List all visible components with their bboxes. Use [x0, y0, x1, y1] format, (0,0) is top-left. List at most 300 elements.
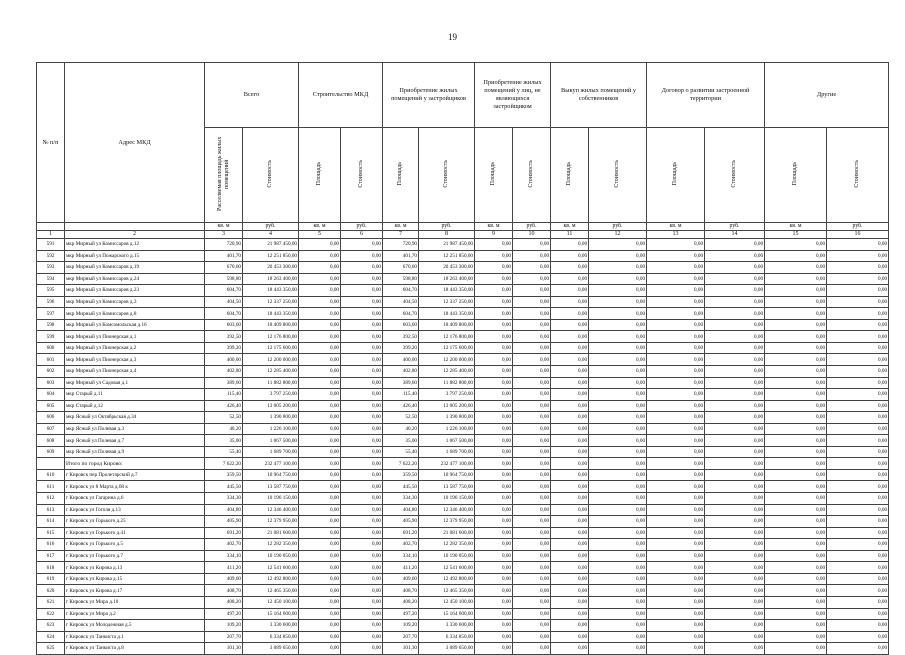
- row-territory-area: 0,00: [647, 631, 705, 643]
- row-address: мкр Ясный ул Полевая д.9: [65, 446, 205, 458]
- row-total-cost: 11 882 800,00: [243, 377, 299, 389]
- row-buyout-cost: 0,00: [589, 377, 647, 389]
- row-buyout-area: 0,00: [551, 550, 589, 562]
- row-total-cost: 232 477 100,00: [243, 458, 299, 470]
- row-developer-cost: 20 453 300,00: [419, 262, 475, 274]
- row-total-area: 408,20: [205, 596, 243, 608]
- row-other-area: 0,00: [765, 504, 827, 516]
- row-nondeveloper-cost: 0,00: [513, 423, 551, 435]
- row-buyout-cost: 0,00: [589, 539, 647, 551]
- row-construction-area: 0,00: [299, 331, 341, 343]
- row-buyout-area: 0,00: [551, 412, 589, 424]
- row-number: 614: [37, 516, 65, 528]
- row-construction-area: 0,00: [299, 412, 341, 424]
- row-territory-area: 0,00: [647, 423, 705, 435]
- row-construction-cost: 0,00: [341, 331, 383, 343]
- row-other-cost: 0,00: [827, 377, 889, 389]
- row-developer-cost: 15 164 600,00: [419, 608, 475, 620]
- row-buyout-area: 0,00: [551, 631, 589, 643]
- row-other-area: 0,00: [765, 389, 827, 401]
- row-territory-cost: 0,00: [705, 342, 765, 354]
- row-developer-cost: 10 964 750,00: [419, 469, 475, 481]
- table-row: [37, 516, 889, 528]
- row-address: г Кировск ул Мира д.2: [65, 608, 205, 620]
- row-other-cost: 0,00: [827, 273, 889, 285]
- row-construction-cost: 0,00: [341, 585, 383, 597]
- row-territory-cost: 0,00: [705, 296, 765, 308]
- row-construction-cost: 0,00: [341, 608, 383, 620]
- row-territory-cost: 0,00: [705, 273, 765, 285]
- row-territory-area: 0,00: [647, 331, 705, 343]
- row-territory-cost: 0,00: [705, 389, 765, 401]
- unit-rub: руб.: [341, 223, 383, 231]
- row-buyout-area: 0,00: [551, 608, 589, 620]
- row-nondeveloper-cost: 0,00: [513, 516, 551, 528]
- row-total-area: 401,70: [205, 250, 243, 262]
- row-territory-area: 0,00: [647, 516, 705, 528]
- row-construction-area: 0,00: [299, 608, 341, 620]
- row-other-cost: 0,00: [827, 342, 889, 354]
- row-developer-cost: 21 081 600,00: [419, 527, 475, 539]
- row-construction-cost: 0,00: [341, 354, 383, 366]
- row-other-area: 0,00: [765, 643, 827, 655]
- row-nondeveloper-cost: 0,00: [513, 631, 551, 643]
- row-nondeveloper-area: 0,00: [475, 273, 513, 285]
- row-nondeveloper-area: 0,00: [475, 319, 513, 331]
- row-total-cost: 12 251 850,00: [243, 250, 299, 262]
- table-row: [37, 562, 889, 574]
- table-row: [37, 342, 889, 354]
- row-developer-area: 405,90: [383, 516, 419, 528]
- row-nondeveloper-area: 0,00: [475, 412, 513, 424]
- row-developer-cost: 12 450 100,00: [419, 596, 475, 608]
- unit-area: кв. м: [765, 223, 827, 231]
- row-buyout-area: 0,00: [551, 481, 589, 493]
- row-total-area: 404,50: [205, 296, 243, 308]
- row-address: г Кировск ул Танкиста д.1: [65, 631, 205, 643]
- row-buyout-cost: 0,00: [589, 308, 647, 320]
- row-total-area: 426,40: [205, 400, 243, 412]
- row-other-cost: 0,00: [827, 516, 889, 528]
- row-other-area: 0,00: [765, 527, 827, 539]
- row-developer-cost: 12 337 250,00: [419, 296, 475, 308]
- unit-area: кв. м: [551, 223, 589, 231]
- row-nondeveloper-area: 0,00: [475, 308, 513, 320]
- row-territory-area: 0,00: [647, 239, 705, 251]
- row-construction-area: 0,00: [299, 446, 341, 458]
- row-construction-cost: 0,00: [341, 631, 383, 643]
- row-nondeveloper-cost: 0,00: [513, 481, 551, 493]
- unit-area: кв. м: [647, 223, 705, 231]
- row-construction-area: 0,00: [299, 423, 341, 435]
- row-developer-area: 402,80: [383, 366, 419, 378]
- row-other-area: 0,00: [765, 481, 827, 493]
- row-developer-cost: 12 200 000,00: [419, 354, 475, 366]
- row-construction-area: 0,00: [299, 262, 341, 274]
- row-construction-cost: 0,00: [341, 250, 383, 262]
- row-territory-area: 0,00: [647, 527, 705, 539]
- row-developer-area: 400,00: [383, 354, 419, 366]
- header-cost: Стоимость: [341, 128, 383, 223]
- row-other-area: 0,00: [765, 319, 827, 331]
- row-developer-cost: 12 282 350,00: [419, 539, 475, 551]
- row-developer-area: 392,50: [383, 331, 419, 343]
- row-total-cost: 3 330 600,00: [243, 620, 299, 632]
- row-other-cost: 0,00: [827, 608, 889, 620]
- row-territory-cost: 0,00: [705, 285, 765, 297]
- row-total-cost: 12 337 250,00: [243, 296, 299, 308]
- table-row: [37, 527, 889, 539]
- row-number: 624: [37, 631, 65, 643]
- row-nondeveloper-area: 0,00: [475, 435, 513, 447]
- row-address: мкр Мирный ул Пионерская д.4: [65, 366, 205, 378]
- row-construction-area: 0,00: [299, 481, 341, 493]
- row-developer-cost: 12 379 950,00: [419, 516, 475, 528]
- row-territory-cost: 0,00: [705, 331, 765, 343]
- table-row: [37, 389, 889, 401]
- row-number: 600: [37, 342, 65, 354]
- row-buyout-cost: 0,00: [589, 504, 647, 516]
- row-buyout-area: 0,00: [551, 469, 589, 481]
- row-construction-cost: 0,00: [341, 262, 383, 274]
- row-other-cost: 0,00: [827, 481, 889, 493]
- row-other-area: 0,00: [765, 469, 827, 481]
- row-buyout-area: 0,00: [551, 250, 589, 262]
- row-territory-cost: 0,00: [705, 262, 765, 274]
- row-developer-area: 115,40: [383, 389, 419, 401]
- row-developer-area: 55,40: [383, 446, 419, 458]
- row-buyout-area: 0,00: [551, 331, 589, 343]
- row-developer-cost: 18 443 350,00: [419, 285, 475, 297]
- resettlement-table: [36, 62, 889, 655]
- row-territory-area: 0,00: [647, 550, 705, 562]
- row-number: 609: [37, 446, 65, 458]
- row-total-cost: 3 797 250,00: [243, 389, 299, 401]
- row-buyout-cost: 0,00: [589, 527, 647, 539]
- row-buyout-area: 0,00: [551, 516, 589, 528]
- row-territory-cost: 0,00: [705, 354, 765, 366]
- row-buyout-area: 0,00: [551, 366, 589, 378]
- row-buyout-cost: 0,00: [589, 331, 647, 343]
- row-buyout-cost: 0,00: [589, 239, 647, 251]
- row-other-cost: 0,00: [827, 562, 889, 574]
- row-construction-area: 0,00: [299, 435, 341, 447]
- row-number: 607: [37, 423, 65, 435]
- row-address: г Кировск ул Горького д.41: [65, 527, 205, 539]
- resettlement-table-wrapper: [36, 62, 888, 655]
- row-other-cost: 0,00: [827, 308, 889, 320]
- header-area: Площадь: [551, 128, 589, 223]
- row-number: 606: [37, 412, 65, 424]
- row-total-area: 399,20: [205, 342, 243, 354]
- row-territory-area: 0,00: [647, 273, 705, 285]
- row-territory-cost: 0,00: [705, 608, 765, 620]
- row-construction-area: 0,00: [299, 562, 341, 574]
- row-number: 597: [37, 308, 65, 320]
- row-buyout-area: 0,00: [551, 562, 589, 574]
- row-address: г Кировск ул Кирова д.13: [65, 562, 205, 574]
- row-construction-area: 0,00: [299, 585, 341, 597]
- header-cost: Стоимость: [419, 128, 475, 223]
- row-territory-cost: 0,00: [705, 319, 765, 331]
- row-developer-cost: 12 541 600,00: [419, 562, 475, 574]
- row-total-cost: 12 465 350,00: [243, 585, 299, 597]
- row-buyout-area: 0,00: [551, 354, 589, 366]
- row-nondeveloper-cost: 0,00: [513, 643, 551, 655]
- row-total-area: 411,20: [205, 562, 243, 574]
- table-row: [37, 608, 889, 620]
- row-address: мкр Мирный ул Комиссаров д.8: [65, 308, 205, 320]
- col-number: 2: [65, 231, 205, 239]
- row-total-cost: 12 541 600,00: [243, 562, 299, 574]
- row-other-cost: 0,00: [827, 250, 889, 262]
- row-total-cost: 13 587 750,00: [243, 481, 299, 493]
- row-buyout-area: 0,00: [551, 273, 589, 285]
- row-developer-area: 604,70: [383, 285, 419, 297]
- row-other-area: 0,00: [765, 239, 827, 251]
- col-number: 9: [475, 231, 513, 239]
- row-total-cost: 15 164 600,00: [243, 608, 299, 620]
- row-construction-cost: 0,00: [341, 377, 383, 389]
- row-developer-cost: 18 443 350,00: [419, 308, 475, 320]
- col-number: 11: [551, 231, 589, 239]
- row-construction-cost: 0,00: [341, 308, 383, 320]
- row-buyout-cost: 0,00: [589, 250, 647, 262]
- row-number: 598: [37, 319, 65, 331]
- table-row: [37, 366, 889, 378]
- row-territory-area: 0,00: [647, 504, 705, 516]
- unit-area: кв. м: [299, 223, 341, 231]
- row-developer-area: 691,20: [383, 527, 419, 539]
- row-address: мкр Ясный ул Полевая д.7: [65, 435, 205, 447]
- row-developer-area: 101,30: [383, 643, 419, 655]
- row-total-cost: 12 200 000,00: [243, 354, 299, 366]
- row-nondeveloper-cost: 0,00: [513, 562, 551, 574]
- row-address: г Кировск пер Пролетарский д.7: [65, 469, 205, 481]
- row-developer-area: 411,20: [383, 562, 419, 574]
- row-total-area: 445,50: [205, 481, 243, 493]
- row-total-cost: 21 987 450,00: [243, 239, 299, 251]
- row-address: мкр Старый д.12: [65, 400, 205, 412]
- header-area: Площадь: [299, 128, 341, 223]
- col-number: 5: [299, 231, 341, 239]
- row-nondeveloper-cost: 0,00: [513, 527, 551, 539]
- table-row: [37, 285, 889, 297]
- row-developer-cost: 11 882 800,00: [419, 377, 475, 389]
- row-buyout-cost: 0,00: [589, 562, 647, 574]
- row-construction-cost: 0,00: [341, 412, 383, 424]
- row-nondeveloper-cost: 0,00: [513, 331, 551, 343]
- row-other-cost: 0,00: [827, 423, 889, 435]
- row-buyout-cost: 0,00: [589, 620, 647, 632]
- row-developer-area: 52,50: [383, 412, 419, 424]
- table-row: [37, 481, 889, 493]
- row-total-area: 392,50: [205, 331, 243, 343]
- row-nondeveloper-area: 0,00: [475, 366, 513, 378]
- row-territory-area: 0,00: [647, 643, 705, 655]
- header-group-construction: Строительство МКД: [299, 63, 383, 128]
- row-nondeveloper-cost: 0,00: [513, 493, 551, 505]
- row-construction-area: 0,00: [299, 504, 341, 516]
- row-developer-area: 402,70: [383, 539, 419, 551]
- table-row: [37, 308, 889, 320]
- row-developer-cost: 3 797 250,00: [419, 389, 475, 401]
- row-address: г Кировск ул Молодежная д.5: [65, 620, 205, 632]
- row-construction-cost: 0,00: [341, 527, 383, 539]
- row-territory-cost: 0,00: [705, 620, 765, 632]
- row-nondeveloper-area: 0,00: [475, 516, 513, 528]
- row-nondeveloper-cost: 0,00: [513, 573, 551, 585]
- row-construction-area: 0,00: [299, 366, 341, 378]
- col-number: 4: [243, 231, 299, 239]
- row-number: 622: [37, 608, 65, 620]
- row-nondeveloper-area: 0,00: [475, 423, 513, 435]
- row-address: мкр Мирный ул Комиссаров д.23: [65, 285, 205, 297]
- row-territory-area: 0,00: [647, 354, 705, 366]
- row-territory-area: 0,00: [647, 319, 705, 331]
- row-developer-cost: 10 196 150,00: [419, 493, 475, 505]
- row-buyout-area: 0,00: [551, 239, 589, 251]
- row-nondeveloper-cost: 0,00: [513, 342, 551, 354]
- row-developer-cost: 18 409 800,00: [419, 319, 475, 331]
- header-group-territory: Договор о развитии застроенной территории: [647, 63, 765, 128]
- unit-rub: руб.: [827, 223, 889, 231]
- row-address: мкр Мирный ул Комиссаров д.12: [65, 239, 205, 251]
- row-other-cost: 0,00: [827, 573, 889, 585]
- row-address: г Кировск ул Кирова д.15: [65, 573, 205, 585]
- row-address: мкр Мирный ул Садовая д.1: [65, 377, 205, 389]
- col-number: 6: [341, 231, 383, 239]
- row-nondeveloper-area: 0,00: [475, 631, 513, 643]
- unit-rub: руб.: [705, 223, 765, 231]
- row-buyout-area: 0,00: [551, 377, 589, 389]
- row-nondeveloper-cost: 0,00: [513, 435, 551, 447]
- row-number: 615: [37, 527, 65, 539]
- page-number: 19: [448, 32, 457, 42]
- row-territory-area: 0,00: [647, 608, 705, 620]
- row-construction-cost: 0,00: [341, 273, 383, 285]
- row-territory-cost: 0,00: [705, 469, 765, 481]
- row-other-cost: 0,00: [827, 389, 889, 401]
- row-territory-area: 0,00: [647, 262, 705, 274]
- row-other-area: 0,00: [765, 458, 827, 470]
- row-other-cost: 0,00: [827, 366, 889, 378]
- row-other-area: 0,00: [765, 377, 827, 389]
- unit-area: кв. м: [475, 223, 513, 231]
- row-developer-area: 497,20: [383, 608, 419, 620]
- row-construction-area: 0,00: [299, 239, 341, 251]
- row-territory-area: 0,00: [647, 446, 705, 458]
- row-number: 594: [37, 273, 65, 285]
- row-developer-cost: 3 330 600,00: [419, 620, 475, 632]
- row-territory-cost: 0,00: [705, 400, 765, 412]
- row-total-cost: 1 390 800,00: [243, 412, 299, 424]
- row-address: г Кировск ул Горького д.5: [65, 539, 205, 551]
- row-total-cost: 12 175 600,00: [243, 342, 299, 354]
- row-number: 617: [37, 550, 65, 562]
- row-other-cost: 0,00: [827, 585, 889, 597]
- row-territory-cost: 0,00: [705, 550, 765, 562]
- col-number: 3: [205, 231, 243, 239]
- row-developer-area: 35,00: [383, 435, 419, 447]
- row-address: мкр Мирный ул Комиссаров д.19: [65, 262, 205, 274]
- row-developer-area: 334,10: [383, 550, 419, 562]
- row-nondeveloper-cost: 0,00: [513, 620, 551, 632]
- row-nondeveloper-cost: 0,00: [513, 285, 551, 297]
- row-buyout-area: 0,00: [551, 296, 589, 308]
- row-construction-area: 0,00: [299, 354, 341, 366]
- table-row: [37, 643, 889, 655]
- row-nondeveloper-area: 0,00: [475, 573, 513, 585]
- row-other-area: 0,00: [765, 435, 827, 447]
- row-address: мкр Мирный ул Пионерская д.3: [65, 354, 205, 366]
- unit-rub: руб.: [589, 223, 647, 231]
- row-buyout-cost: 0,00: [589, 585, 647, 597]
- row-developer-area: 408,70: [383, 585, 419, 597]
- row-nondeveloper-area: 0,00: [475, 296, 513, 308]
- row-territory-cost: 0,00: [705, 446, 765, 458]
- row-construction-area: 0,00: [299, 458, 341, 470]
- row-total-area: 409,60: [205, 573, 243, 585]
- row-other-area: 0,00: [765, 608, 827, 620]
- row-nondeveloper-area: 0,00: [475, 504, 513, 516]
- row-nondeveloper-area: 0,00: [475, 377, 513, 389]
- row-total-cost: 12 176 800,00: [243, 331, 299, 343]
- row-total-cost: 6 334 850,00: [243, 631, 299, 643]
- row-nondeveloper-cost: 0,00: [513, 389, 551, 401]
- row-territory-area: 0,00: [647, 285, 705, 297]
- row-developer-area: 603,60: [383, 319, 419, 331]
- row-nondeveloper-cost: 0,00: [513, 273, 551, 285]
- row-nondeveloper-cost: 0,00: [513, 377, 551, 389]
- row-construction-area: 0,00: [299, 550, 341, 562]
- unit-rub: руб.: [513, 223, 551, 231]
- row-nondeveloper-area: 0,00: [475, 239, 513, 251]
- row-address: мкр Мирный ул Пожарского д.15: [65, 250, 205, 262]
- row-nondeveloper-area: 0,00: [475, 620, 513, 632]
- row-buyout-area: 0,00: [551, 458, 589, 470]
- row-developer-area: 334,30: [383, 493, 419, 505]
- row-nondeveloper-cost: 0,00: [513, 458, 551, 470]
- row-total-area: 334,30: [205, 493, 243, 505]
- row-developer-area: 207,70: [383, 631, 419, 643]
- row-nondeveloper-area: 0,00: [475, 400, 513, 412]
- row-territory-area: 0,00: [647, 458, 705, 470]
- row-total-area: 55,40: [205, 446, 243, 458]
- header-area: Площадь: [383, 128, 419, 223]
- row-number: [37, 458, 65, 470]
- row-number: 619: [37, 573, 65, 585]
- unit-area: кв. м: [383, 223, 419, 231]
- col-number: 10: [513, 231, 551, 239]
- row-buyout-cost: 0,00: [589, 458, 647, 470]
- row-nondeveloper-area: 0,00: [475, 342, 513, 354]
- row-nondeveloper-cost: 0,00: [513, 366, 551, 378]
- row-developer-cost: 12 465 350,00: [419, 585, 475, 597]
- row-number: 591: [37, 239, 65, 251]
- table-row: [37, 435, 889, 447]
- row-buyout-cost: 0,00: [589, 366, 647, 378]
- row-territory-area: 0,00: [647, 389, 705, 401]
- row-total-cost: 12 492 800,00: [243, 573, 299, 585]
- row-developer-cost: 18 263 400,00: [419, 273, 475, 285]
- row-construction-area: 0,00: [299, 319, 341, 331]
- row-developer-cost: 12 492 800,00: [419, 573, 475, 585]
- row-territory-area: 0,00: [647, 250, 705, 262]
- row-territory-area: 0,00: [647, 366, 705, 378]
- row-territory-area: 0,00: [647, 481, 705, 493]
- row-buyout-area: 0,00: [551, 389, 589, 401]
